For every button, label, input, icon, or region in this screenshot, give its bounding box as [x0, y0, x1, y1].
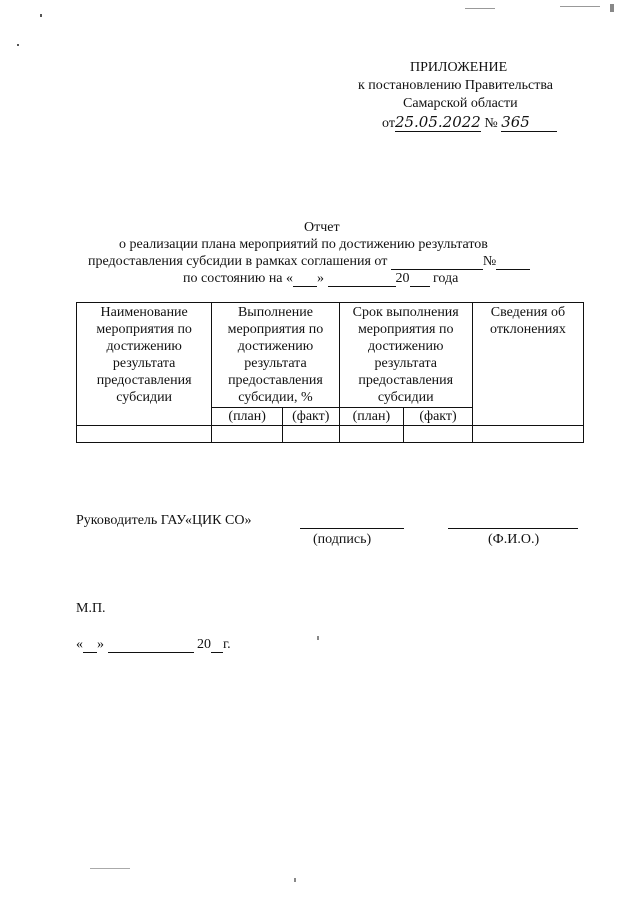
scan-speck	[610, 4, 614, 12]
date-close-quote: »	[97, 637, 104, 652]
appendix-line-1: к постановлению Правительства	[358, 78, 554, 93]
appendix-number: 365	[501, 113, 557, 132]
report-title: Отчет	[304, 220, 340, 235]
date-day-blank	[83, 638, 97, 653]
scan-speck	[317, 636, 319, 640]
report-quote-close: »	[317, 271, 325, 286]
signature-label: Руководитель ГАУ«ЦИК СО»	[76, 513, 252, 528]
name-line	[448, 528, 578, 529]
report-line-2-text: предоставления субсидии в рамках соглашения от	[88, 254, 388, 269]
subheader-execution-plan: (план)	[212, 408, 283, 426]
date-open-quote: «	[76, 637, 83, 652]
report-line-3-prefix: по состоянию на «	[183, 271, 294, 286]
table-header-row	[77, 303, 584, 408]
scan-speck	[560, 6, 600, 7]
name-caption: (Ф.И.О.)	[488, 532, 540, 547]
scan-speck	[465, 8, 495, 9]
cell-activity[interactable]	[77, 426, 212, 443]
date-line	[76, 637, 231, 653]
cell-deadline-plan[interactable]	[339, 426, 404, 443]
cell-execution-fact[interactable]	[283, 426, 340, 443]
report-year-suffix: года	[433, 271, 459, 286]
day-blank	[293, 272, 317, 287]
header-deadline: Срок выполнения мероприятия по достижению результата предоставления субсидии	[339, 303, 472, 408]
appendix-number-sign: №	[484, 116, 498, 131]
appendix-date-line	[382, 113, 557, 132]
date-year-blank	[211, 638, 223, 653]
report-line-2	[88, 254, 530, 270]
signature-caption: (подпись)	[313, 532, 372, 547]
scan-speck	[17, 44, 19, 46]
header-execution: Выполнение мероприятия по достижению результата предоставления субсидии, %	[212, 303, 339, 408]
appendix-title: ПРИЛОЖЕНИЕ	[410, 60, 508, 75]
header-deviations: Сведения об отклонениях	[472, 303, 583, 426]
cell-deadline-fact[interactable]	[404, 426, 473, 443]
signature-line	[300, 528, 404, 529]
subheader-deadline-fact: (факт)	[404, 408, 473, 426]
cell-execution-plan[interactable]	[212, 426, 283, 443]
header-activity: Наименование мероприятия по достижению результата предоставления субсидии	[77, 303, 212, 426]
appendix-from: от	[382, 116, 395, 131]
scan-speck	[40, 14, 42, 17]
appendix-line-2: Самарской области	[403, 96, 518, 111]
report-line-3	[183, 271, 458, 287]
appendix-date: 25.05.2022	[394, 113, 481, 131]
report-line-1: о реализации плана мероприятий по достижению результатов	[119, 237, 488, 252]
date-suffix: г.	[223, 637, 231, 652]
stamp-label: М.П.	[76, 601, 106, 616]
scan-speck	[90, 868, 130, 869]
report-year: 20	[395, 271, 410, 286]
agreement-number-blank	[496, 255, 530, 270]
table-row	[77, 426, 584, 443]
cell-deviations[interactable]	[472, 426, 583, 443]
report-table	[76, 302, 584, 443]
date-year: 20	[197, 637, 211, 652]
scan-speck	[294, 878, 296, 882]
subheader-deadline-plan: (план)	[339, 408, 404, 426]
report-number-sign: №	[482, 254, 497, 269]
subheader-execution-fact: (факт)	[283, 408, 340, 426]
agreement-date-blank	[391, 255, 483, 270]
month-blank	[328, 272, 396, 287]
year-blank	[410, 272, 430, 287]
date-month-blank	[108, 638, 194, 653]
